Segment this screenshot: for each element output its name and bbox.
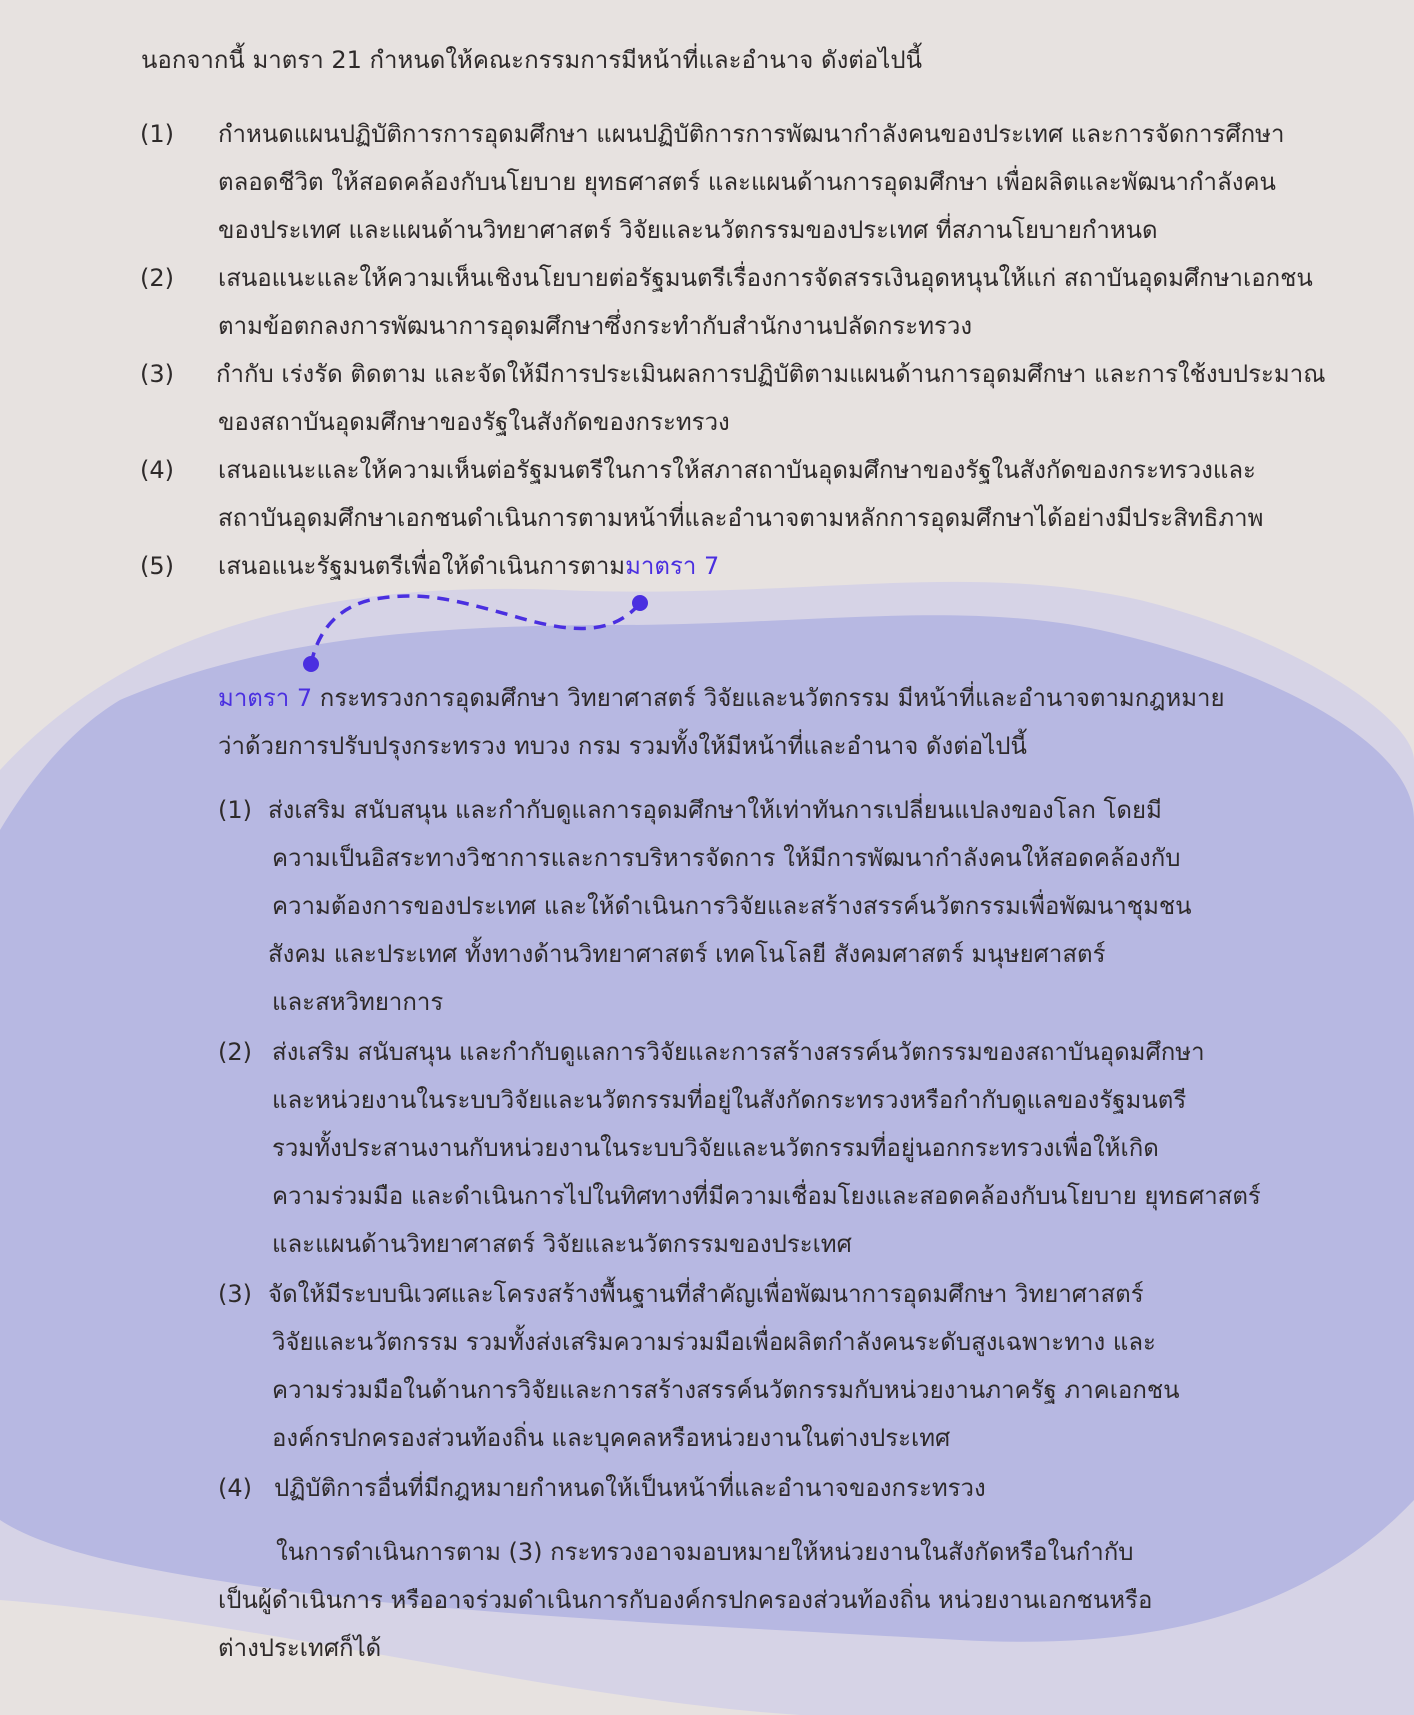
duty-text-line: กำกับ เร่งรัด ติดตาม และจัดให้มีการประเมินผลการปฏิบัติตามแผนด้านการอุดมศึกษา และการใช้งบประมาณ xyxy=(216,360,1326,388)
duty-number: (2) xyxy=(140,264,174,292)
section-7-intro-line xyxy=(218,674,1225,722)
section-7-item-line: สังคม และประเทศ ทั้งทางด้านวิทยาศาสตร์ เทคโนโลยี สังคมศาสตร์ มนุษยศาสตร์ xyxy=(268,940,1106,968)
section-7-item-line: และสหวิทยาการ xyxy=(272,988,444,1016)
section-7-item-number: (1) xyxy=(218,796,252,824)
section-7-item-line: รวมทั้งประสานงานกับหน่วยงานในระบบวิจัยและนวัตกรรมที่อยู่นอกกระทรวงเพื่อให้เกิด xyxy=(272,1134,1159,1162)
section-7-item-line: วิจัยและนวัตกรรม รวมทั้งส่งเสริมความร่วมมือเพื่อผลิตกำลังคนระดับสูงเฉพาะทาง และ xyxy=(272,1328,1156,1356)
section-7-item-line: ส่งเสริม สนับสนุน และกำกับดูแลการอุดมศึกษาให้เท่าทันการเปลี่ยนแปลงของโลก โดยมี xyxy=(268,796,1162,824)
section-7-item-line: องค์กรปกครองส่วนท้องถิ่น และบุคคลหรือหน่วยงานในต่างประเทศ xyxy=(272,1424,951,1452)
duty-text-line: เสนอแนะและให้ความเห็นเชิงนโยบายต่อรัฐมนตรีเรื่องการจัดสรรเงินอุดหนุนให้แก่ สถาบันอุดมศึกษาเอกชน xyxy=(218,264,1313,292)
section-7-item-line: ความร่วมมือ และดำเนินการไปในทิศทางที่มีความเชื่อมโยงและสอดคล้องกับนโยบาย ยุทธศาสตร์ xyxy=(272,1182,1261,1210)
closing-paragraph-line: ต่างประเทศก็ได้ xyxy=(218,1634,382,1662)
duty-text-line: เสนอแนะและให้ความเห็นต่อรัฐมนตรีในการให้สภาสถาบันอุดมศึกษาของรัฐในสังกัดของกระทรวงและ xyxy=(218,456,1256,484)
section-7-item-line: ความต้องการของประเทศ และให้ดำเนินการวิจัยและสร้างสรรค์นวัตกรรมเพื่อพัฒนาชุมชน xyxy=(272,892,1192,920)
duty-text-line: ตามข้อตกลงการพัฒนาการอุดมศึกษาซึ่งกระทำกับสำนักงานปลัดกระทรวง xyxy=(218,312,973,340)
duty-number: (4) xyxy=(140,456,174,484)
section-7-link[interactable]: มาตรา 7 xyxy=(625,552,720,580)
duty-text: เสนอแนะรัฐมนตรีเพื่อให้ดำเนินการตาม xyxy=(218,552,626,580)
section-7-item-number: (4) xyxy=(218,1474,252,1502)
duty-text-line xyxy=(218,542,719,590)
section-7-item-line: และหน่วยงานในระบบวิจัยและนวัตกรรมที่อยู่ในสังกัดกระทรวงหรือกำกับดูแลของรัฐมนตรี xyxy=(272,1086,1187,1114)
section-7-item-number: (2) xyxy=(218,1038,252,1066)
duty-text-line: ของประเทศ และแผนด้านวิทยาศาสตร์ วิจัยและนวัตกรรมของประเทศ ที่สภานโยบายกำหนด xyxy=(218,216,1158,244)
section-7-label: มาตรา 7 xyxy=(218,684,313,712)
duty-number: (3) xyxy=(140,360,174,388)
section-7-item-number: (3) xyxy=(218,1280,252,1308)
section-7-item-line: ความเป็นอิสระทางวิชาการและการบริหารจัดการ ให้มีการพัฒนากำลังคนให้สอดคล้องกับ xyxy=(272,844,1181,872)
closing-paragraph-line: ในการดำเนินการตาม (3) กระทรวงอาจมอบหมายให้หน่วยงานในสังกัดหรือในกำกับ xyxy=(276,1538,1134,1566)
section-7-item-line: ปฏิบัติการอื่นที่มีกฎหมายกำหนดให้เป็นหน้าที่และอำนาจของกระทรวง xyxy=(274,1474,986,1502)
duty-text-line: สถาบันอุดมศึกษาเอกชนดำเนินการตามหน้าที่และอำนาจตามหลักการอุดมศึกษาได้อย่างมีประสิทธิภาพ xyxy=(218,504,1264,532)
section-7-intro-text: กระทรวงการอุดมศึกษา วิทยาศาสตร์ วิจัยและนวัตกรรม มีหน้าที่และอำนาจตามกฎหมาย xyxy=(312,684,1225,712)
closing-paragraph-line: เป็นผู้ดำเนินการ หรืออาจร่วมดำเนินการกับองค์กรปกครองส่วนท้องถิ่น หน่วยงานเอกชนหรือ xyxy=(218,1586,1153,1614)
duty-number: (1) xyxy=(140,120,174,148)
duty-text-line: ของสถาบันอุดมศึกษาของรัฐในสังกัดของกระทรวง xyxy=(218,408,730,436)
section-7-item-line: จัดให้มีระบบนิเวศและโครงสร้างพื้นฐานที่สำคัญเพื่อพัฒนาการอุดมศึกษา วิทยาศาสตร์ xyxy=(268,1280,1144,1308)
section-7-item-line: ความร่วมมือในด้านการวิจัยและการสร้างสรรค์นวัตกรรมกับหน่วยงานภาครัฐ ภาคเอกชน xyxy=(272,1376,1180,1404)
section-7-intro-line: ว่าด้วยการปรับปรุงกระทรวง ทบวง กรม รวมทั้งให้มีหน้าที่และอำนาจ ดังต่อไปนี้ xyxy=(218,732,1027,760)
section-7-item-line: ส่งเสริม สนับสนุน และกำกับดูแลการวิจัยและการสร้างสรรค์นวัตกรรมของสถาบันอุดมศึกษา xyxy=(272,1038,1205,1066)
duty-number: (5) xyxy=(140,552,174,580)
duty-text-line: ตลอดชีวิต ให้สอดคล้องกับนโยบาย ยุทธศาสตร์ และแผนด้านการอุดมศึกษา เพื่อผลิตและพัฒนากำลังคน xyxy=(218,168,1276,196)
duty-text-line: กำหนดแผนปฏิบัติการการอุดมศึกษา แผนปฏิบัติการการพัฒนากำลังคนของประเทศ และการจัดการศึกษา xyxy=(218,120,1285,148)
intro-paragraph: นอกจากนี้ มาตรา 21 กำหนดให้คณะกรรมการมีหน้าที่และอำนาจ ดังต่อไปนี้ xyxy=(141,46,922,74)
section-7-item-line: และแผนด้านวิทยาศาสตร์ วิจัยและนวัตกรรมของประเทศ xyxy=(272,1230,852,1258)
